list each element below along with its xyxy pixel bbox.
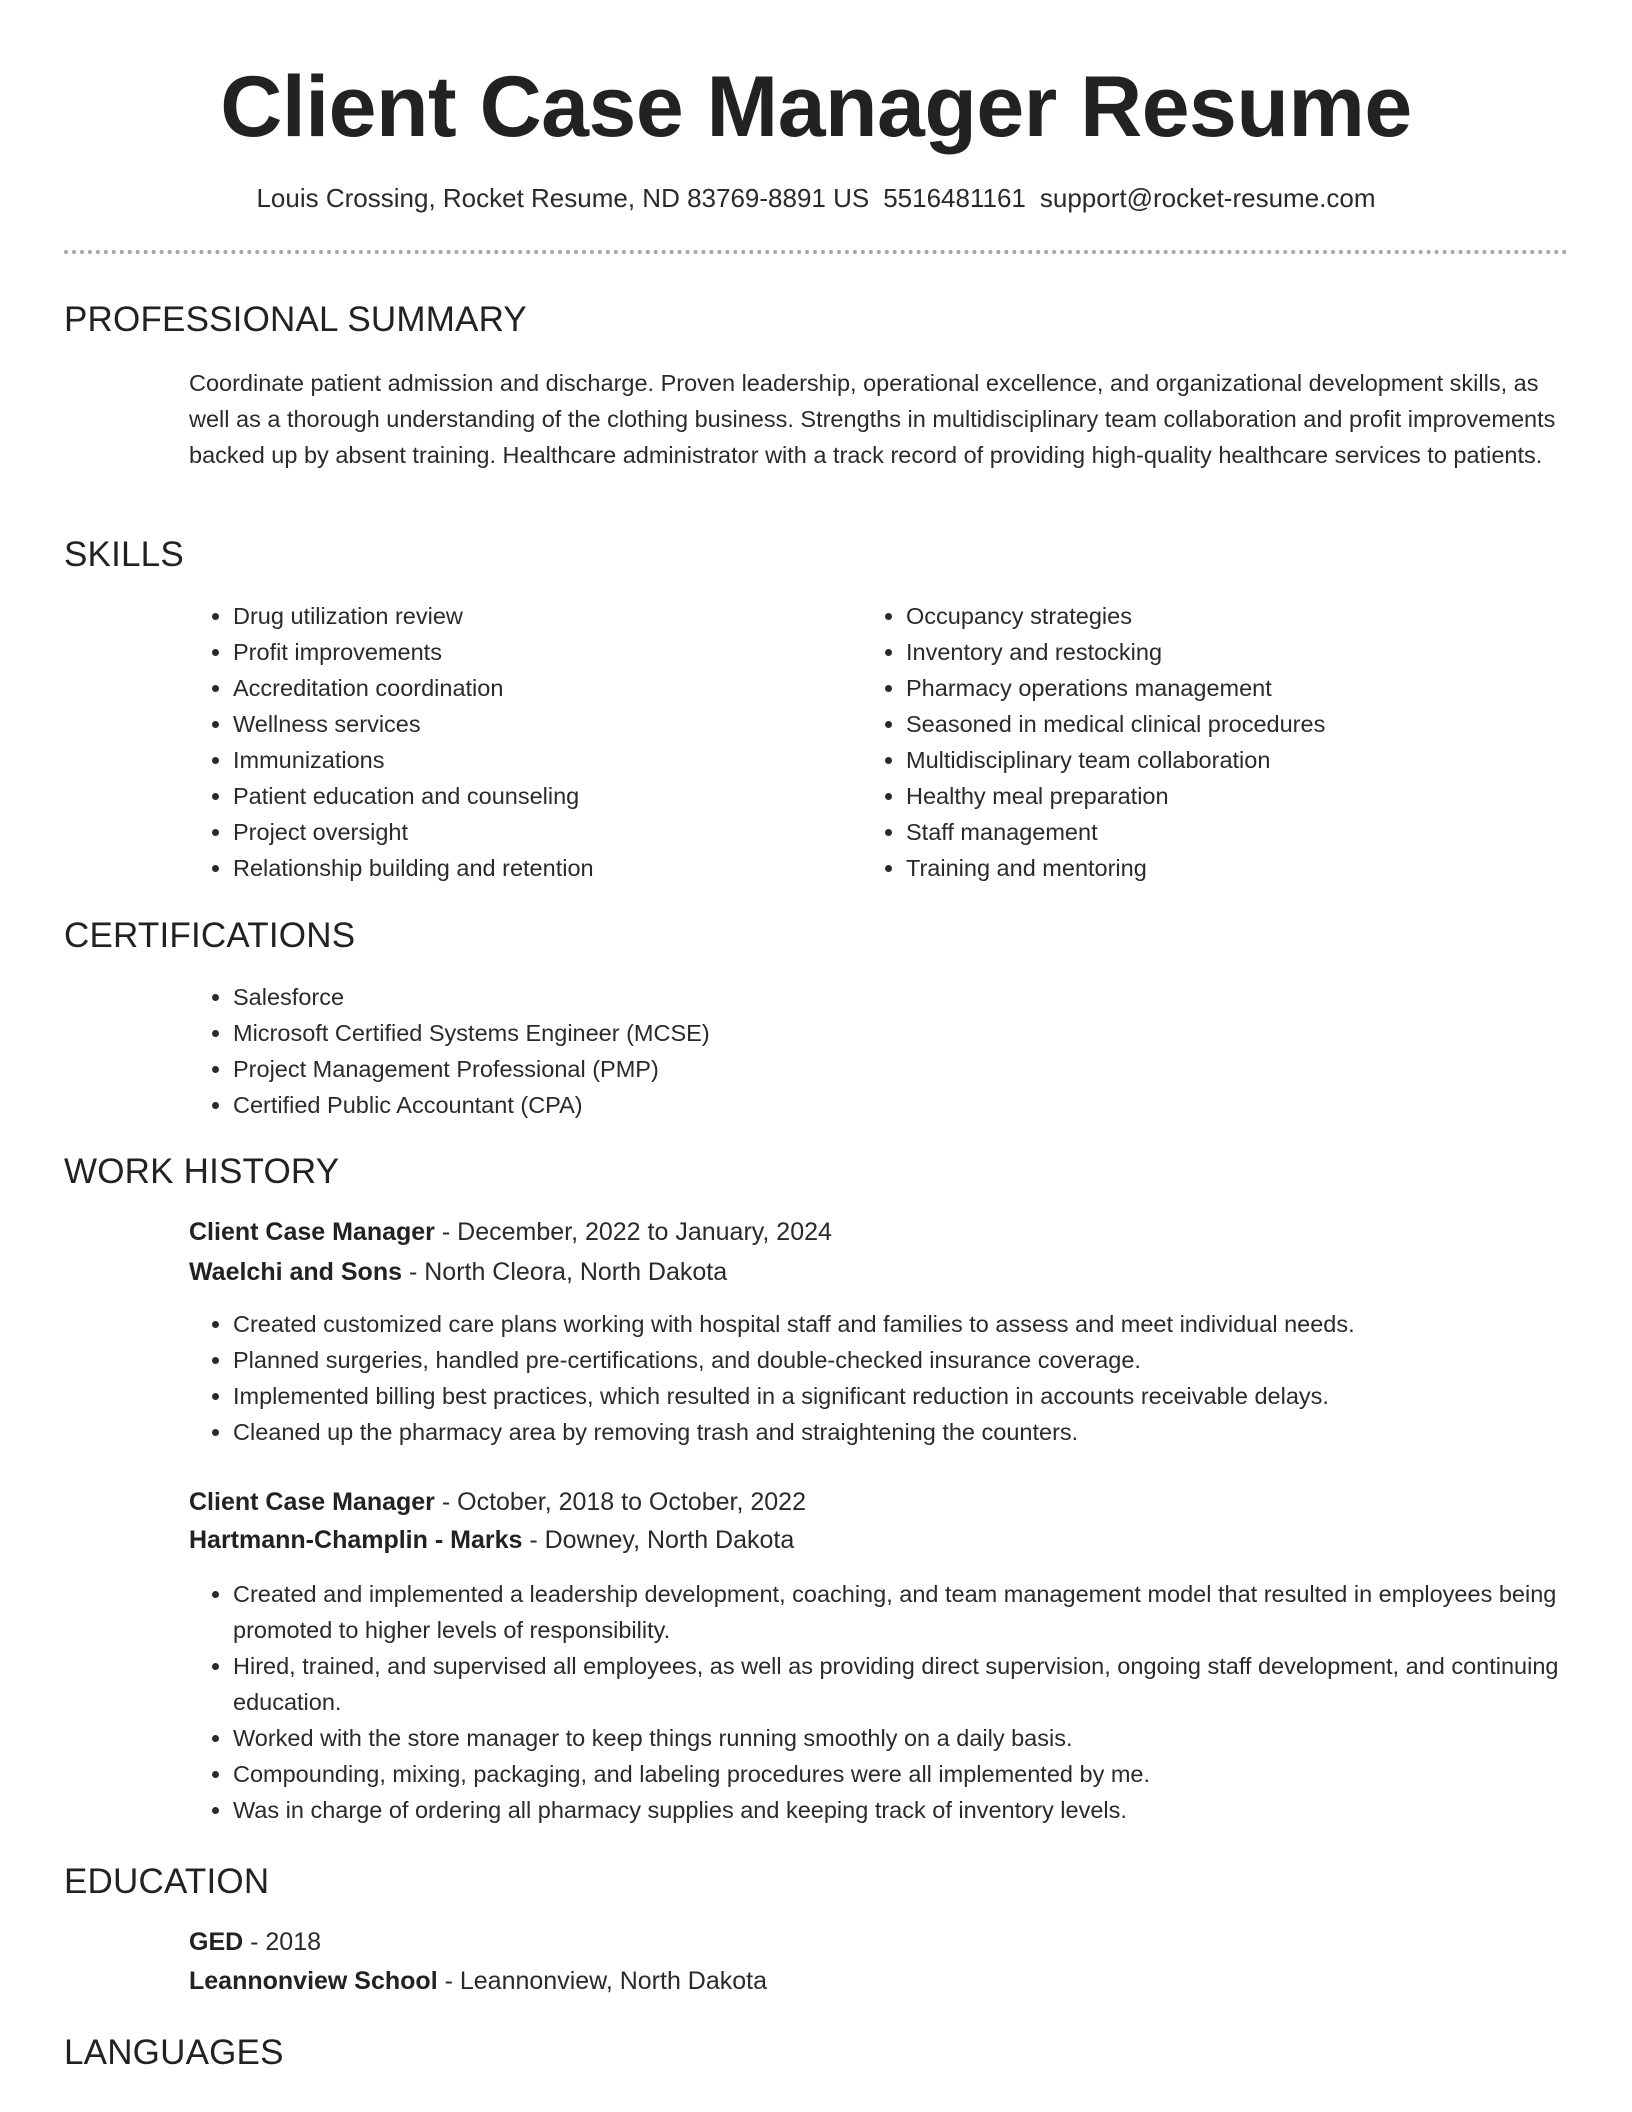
list-item: • Implemented billing best practices, which resulted in a significant reduction in accounts receivable delays. [233, 1378, 1613, 1414]
summary-text: Coordinate patient admission and discharge. Proven leadership, operational excellence, and organizational development skills, as well as a thorough understanding of the clothing business. Strengths in multidisciplinary team collaboration and profit improvements backed up by absent training. Healthcare administrator with a track record of providing high-quality healthcare services to patients. [189, 370, 1556, 468]
list-item: • Drug utilization review [233, 598, 833, 634]
list-item: • Accreditation coordination [233, 670, 833, 706]
section-heading-work-history: WORK HISTORY [64, 1152, 340, 1191]
list-item: • Compounding, mixing, packaging, and labeling procedures were all implemented by me. [233, 1756, 1613, 1792]
list-item: • Microsoft Certified Systems Engineer (MCSE) [233, 1015, 1433, 1051]
list-item: • Seasoned in medical clinical procedures [906, 706, 1566, 742]
education-location: - Leannonview, North Dakota [437, 1967, 768, 1995]
list-item: • Cleaned up the pharmacy area by removing trash and straightening the counters. [233, 1414, 1613, 1450]
job-company-line [189, 1255, 727, 1289]
list-item: • Profit improvements [233, 634, 833, 670]
section-heading-certifications: CERTIFICATIONS [64, 916, 356, 955]
list-item: • Created customized care plans working with hospital staff and families to assess and meet individual needs. [233, 1306, 1613, 1342]
list-item: • Inventory and restocking [906, 634, 1566, 670]
education-degree-line [189, 1925, 321, 1959]
job-company-line [189, 1523, 794, 1557]
list-item: • Was in charge of ordering all pharmacy supplies and keeping track of inventory levels. [233, 1792, 1613, 1828]
list-item: • Planned surgeries, handled pre-certifications, and double-checked insurance coverage. [233, 1342, 1613, 1378]
list-item: • Multidisciplinary team collaboration [906, 742, 1566, 778]
job-title: Client Case Manager [189, 1488, 435, 1516]
job-bullets [189, 1306, 1613, 1450]
list-item: • Wellness services [233, 706, 833, 742]
section-heading-skills: SKILLS [64, 535, 184, 574]
list-item: • Project oversight [233, 814, 833, 850]
email: support@rocket-resume.com [1039, 183, 1376, 213]
list-item: • Healthy meal preparation [906, 778, 1566, 814]
education-school: Leannonview School [189, 1967, 438, 1995]
resume-title: Client Case Manager Resume [220, 59, 1412, 155]
contact-line [0, 181, 1632, 215]
list-item: • Pharmacy operations management [906, 670, 1566, 706]
education-school-line [189, 1964, 767, 1998]
list-item: • Patient education and counseling [233, 778, 833, 814]
phone: 5516481161 [883, 183, 1026, 213]
job-title-line [189, 1485, 806, 1519]
list-item: • Immunizations [233, 742, 833, 778]
job-dates: - October, 2018 to October, 2022 [434, 1488, 806, 1516]
list-item: • Project Management Professional (PMP) [233, 1051, 1433, 1087]
list-item: • Salesforce [233, 979, 1433, 1015]
list-item: • Occupancy strategies [906, 598, 1566, 634]
list-item: • Created and implemented a leadership development, coaching, and team management model that resulted in employees being promoted to higher levels of responsibility. [233, 1576, 1613, 1648]
section-heading-languages: LANGUAGES [64, 2033, 284, 2072]
certifications-list [189, 979, 1433, 1123]
job-location: - North Cleora, North Dakota [402, 1258, 728, 1286]
job-title: Client Case Manager [189, 1218, 435, 1246]
header-divider [64, 250, 1568, 254]
skills-list-left [189, 598, 833, 886]
job-bullets [189, 1576, 1613, 1828]
job-title-line [189, 1215, 832, 1249]
list-item: • Hired, trained, and supervised all employees, as well as providing direct supervision, ongoing staff development, and continuing education. [233, 1648, 1613, 1720]
job-company: Waelchi and Sons [189, 1258, 403, 1286]
list-item: • Worked with the store manager to keep things running smoothly on a daily basis. [233, 1720, 1613, 1756]
section-heading-summary: PROFESSIONAL SUMMARY [64, 300, 527, 339]
section-heading-education: EDUCATION [64, 1862, 270, 1901]
skills-list-right [862, 598, 1566, 886]
education-degree: GED [189, 1928, 244, 1956]
address: Louis Crossing, Rocket Resume, ND 83769-8891 US [256, 183, 870, 213]
education-year: - 2018 [243, 1928, 322, 1956]
list-item: • Staff management [906, 814, 1566, 850]
list-item: • Training and mentoring [906, 850, 1566, 886]
list-item: • Certified Public Accountant (CPA) [233, 1087, 1433, 1123]
list-item: • Relationship building and retention [233, 850, 833, 886]
job-company: Hartmann-Champlin - Marks [189, 1526, 523, 1554]
job-location: - Downey, North Dakota [522, 1526, 795, 1554]
job-dates: - December, 2022 to January, 2024 [434, 1218, 832, 1246]
